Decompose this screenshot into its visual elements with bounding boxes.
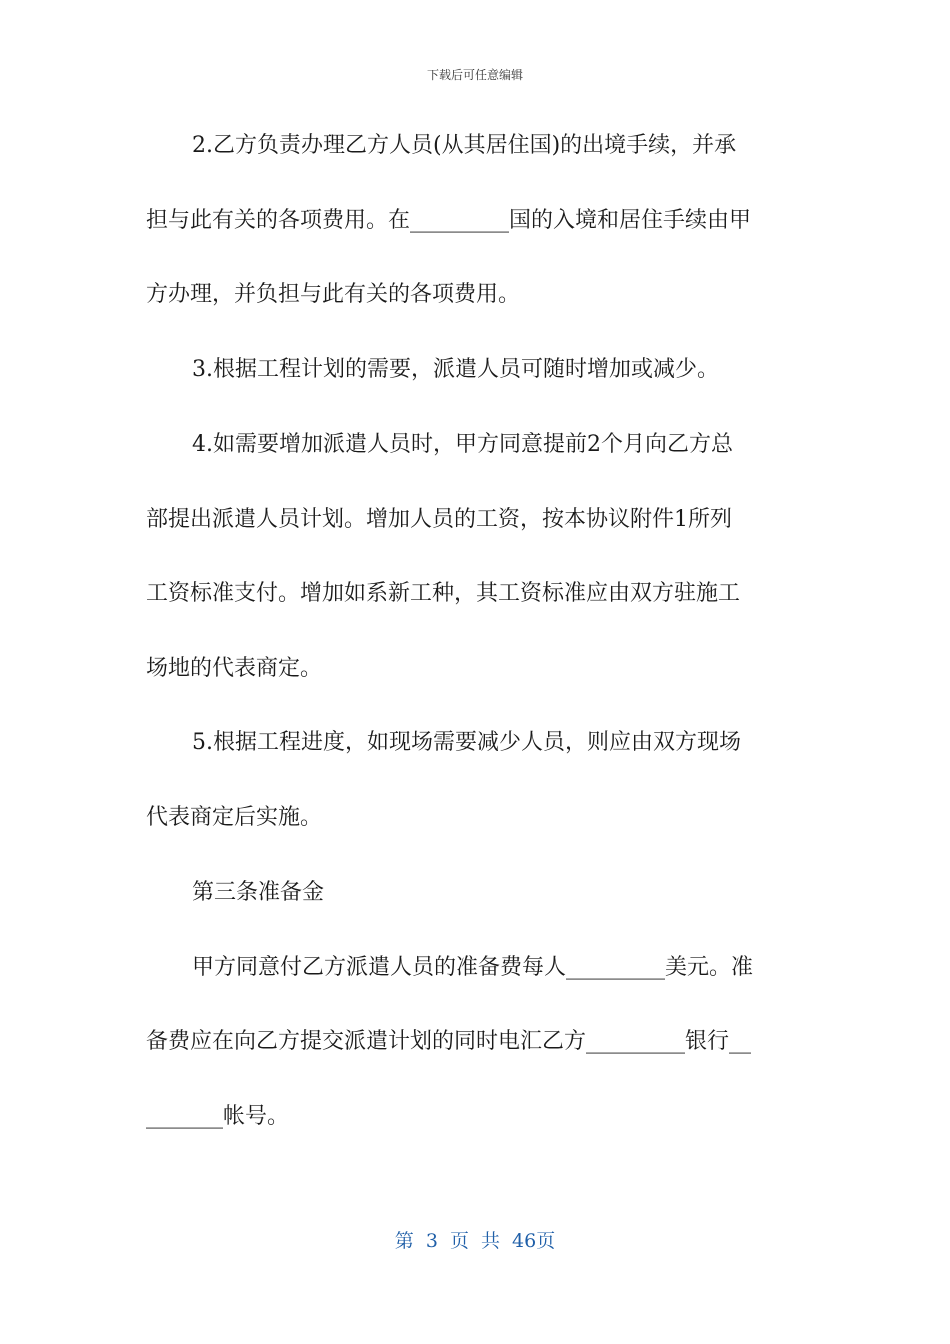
paragraph-line: 部提出派遣人员计划。增加人员的工资，按本协议附件1所列 [146,507,732,532]
page-number: 第 3 页 共 46页 [394,1230,556,1252]
paragraph-line: 担与此有关的各项费用。在_________国的入境和居住手续由甲 [146,208,752,233]
paragraph-line: _______帐号。 [146,1104,290,1129]
paragraph-line: 工资标准支付。增加如系新工种，其工资标准应由双方驻施工 [146,581,741,606]
section-heading: 第三条准备金 [192,880,325,905]
paragraph-line: 代表商定后实施。 [146,805,323,830]
paragraph-line: 备费应在向乙方提交派遣计划的同时电汇乙方_________银行__ [146,1029,752,1054]
paragraph-line: 3.根据工程计划的需要，派遣人员可随时增加或减少。 [192,357,719,382]
paragraph-line: 5.根据工程进度，如现场需要减少人员，则应由双方现场 [192,730,741,755]
paragraph-line: 4.如需要增加派遣人员时，甲方同意提前2个月向乙方总 [192,432,733,457]
paragraph-line: 方办理，并负担与此有关的各项费用。 [146,282,521,307]
page-header-note: 下载后可任意编辑 [426,68,523,82]
paragraph-line: 2.乙方负责办理乙方人员(从其居住国)的出境手续，并承 [192,133,737,158]
paragraph-line: 场地的代表商定。 [146,656,323,681]
paragraph-line: 甲方同意付乙方派遣人员的准备费每人_________美元。准 [192,955,754,980]
